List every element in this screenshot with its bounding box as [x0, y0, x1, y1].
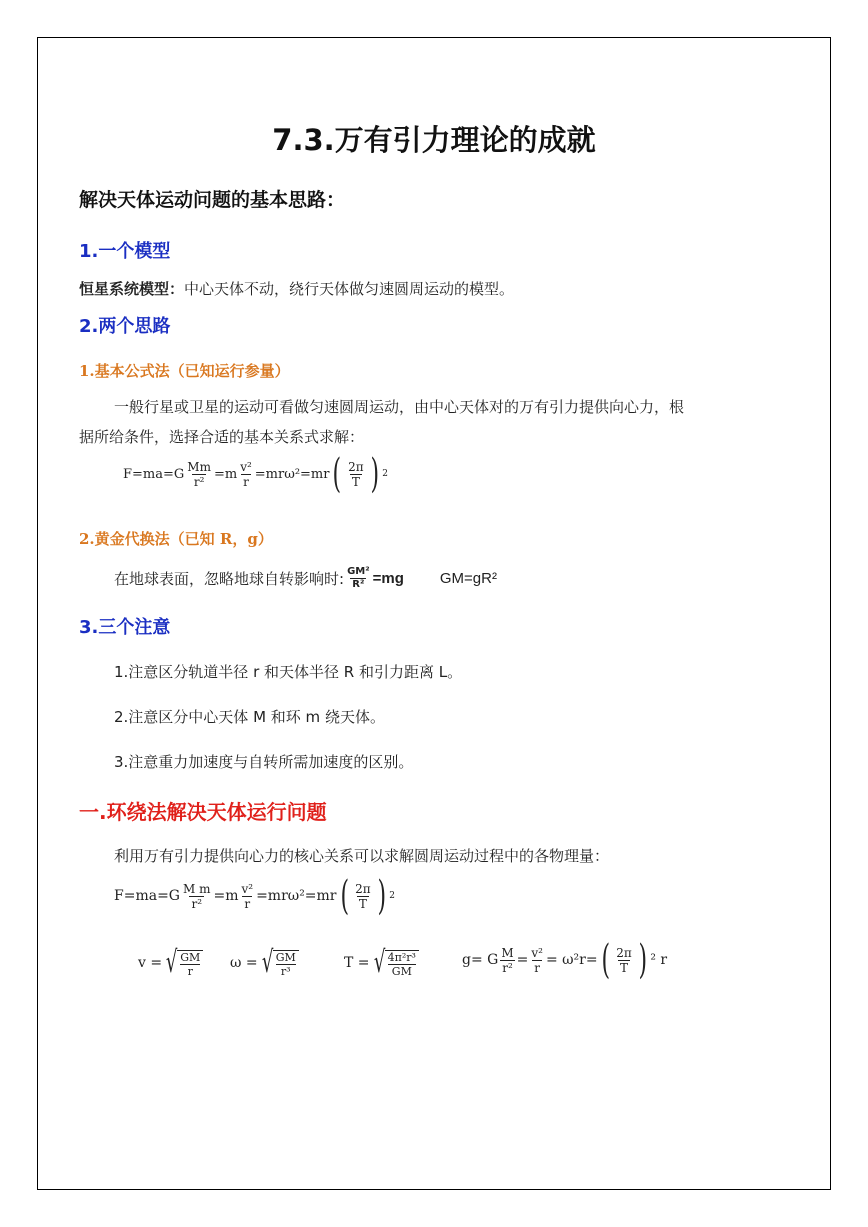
- model-line: [79, 278, 514, 299]
- formula-velocity: [138, 945, 203, 980]
- denominator: R²: [352, 579, 365, 590]
- denominator: T: [351, 474, 360, 489]
- formula-text: T =: [344, 955, 370, 971]
- sqrt: √ $\frac{GM}{r}$: [162, 948, 203, 978]
- heading-two-ideas: 2.两个思路: [79, 316, 171, 337]
- formula-text: g= G: [462, 952, 499, 968]
- denominator: T: [619, 960, 628, 975]
- note-item: 3.注意重力加速度与自转所需加速度的区别。: [114, 753, 414, 771]
- fraction: [185, 460, 213, 489]
- sqrt: √ $\frac{GM}{\text{r³}}$: [258, 948, 299, 978]
- formula-text: =m: [213, 466, 238, 482]
- fraction: [614, 946, 634, 975]
- formula-text: ² r: [650, 952, 668, 968]
- numerator: v²: [240, 459, 252, 474]
- fraction: [499, 946, 515, 975]
- formula-text: = ω²r=: [545, 952, 598, 968]
- numerator: 4π²r³: [387, 951, 416, 964]
- part-one-paragraph: 利用万有引力提供向心力的核心关系可以求解圆周运动过程中的各物理量：: [114, 847, 610, 865]
- model-label: 恒星系统模型：: [79, 280, 185, 298]
- fraction: [529, 946, 545, 975]
- denominator: r: [534, 960, 541, 975]
- formula-core-relation: [114, 873, 395, 919]
- denominator: T: [358, 896, 367, 911]
- formula-text: F=ma=G: [123, 466, 185, 482]
- formula-text: =: [516, 952, 529, 968]
- denominator: r: [243, 474, 249, 489]
- right-paren: ): [370, 451, 379, 497]
- part-one-heading: 一.环绕法解决天体运行问题: [79, 800, 327, 824]
- exponent: 2: [382, 469, 388, 479]
- denominator: r: [180, 964, 200, 978]
- fraction: [239, 882, 255, 911]
- numerator: 2π: [616, 945, 632, 960]
- formula-text: v =: [138, 955, 163, 971]
- heading-three-notes: 3.三个注意: [79, 617, 171, 638]
- numerator: GM: [275, 951, 296, 964]
- note-item: 1.注意区分轨道半径 r 和天体半径 R 和引力距离 L。: [114, 663, 463, 681]
- formula-text: =mrω²=mr: [254, 466, 330, 482]
- formula-text: F=ma=G: [114, 888, 180, 904]
- para1-line1: 一般行星或卫星的运动可看做匀速圆周运动，由中心天体对的万有引力提供向心力，根: [114, 398, 685, 416]
- para2-text: 在地球表面，忽略地球自转影响时:: [114, 570, 345, 588]
- para1-line2: 据所给条件，选择合适的基本关系式求解：: [79, 428, 365, 446]
- formula-basic-relations: [123, 451, 388, 497]
- formula-text: GM=gR²: [439, 570, 497, 587]
- numerator: 2π: [348, 459, 364, 474]
- numerator: 2π: [355, 881, 371, 896]
- fraction: [353, 882, 373, 911]
- subheading-golden-substitution: 2.黄金代换法（已知 R，g）: [79, 530, 273, 548]
- denominator: r²: [191, 896, 202, 911]
- exponent: 2: [389, 891, 395, 901]
- formula-period: [344, 945, 419, 980]
- numerator: GM²: [347, 566, 370, 577]
- right-paren: ): [377, 873, 386, 919]
- denominator: r³: [276, 964, 296, 978]
- denominator: r: [244, 896, 251, 911]
- left-paren: (: [340, 873, 349, 919]
- formula-text: =m: [213, 888, 239, 904]
- numerator: Mm: [187, 459, 211, 474]
- fraction: [345, 566, 372, 591]
- note-item: 2.注意区分中心天体 M 和环 m 绕天体。: [114, 708, 385, 726]
- formula-text: ω =: [230, 955, 258, 971]
- formula-text: =mrω²=mr: [256, 888, 337, 904]
- left-paren: (: [332, 451, 342, 497]
- denominator: GM: [388, 964, 416, 978]
- model-text: 中心天体不动，绕行天体做匀速圆周运动的模型。: [184, 280, 515, 298]
- page-title: 7.3.万有引力理论的成就: [272, 123, 596, 157]
- denominator: r²: [193, 474, 205, 489]
- fraction: [238, 460, 254, 489]
- denominator: r²: [502, 960, 513, 975]
- para2-line: [114, 566, 497, 591]
- fraction: [346, 460, 366, 489]
- left-paren: (: [601, 937, 610, 983]
- numerator: v²: [241, 881, 254, 896]
- numerator: GM: [180, 951, 201, 964]
- formula-text: =mg: [372, 570, 404, 587]
- formula-omega: [230, 945, 299, 980]
- subheading-basic-formula: 1.基本公式法（已知运行参量）: [79, 362, 290, 380]
- fraction: [181, 882, 212, 911]
- sqrt: √ $\frac{\text{4π²r³}}{GM}$: [370, 948, 419, 978]
- numerator: M: [501, 945, 514, 960]
- numerator: v²: [531, 945, 543, 960]
- formula-gravity-accel: [462, 937, 668, 983]
- heading-one-model: 1.一个模型: [79, 241, 171, 262]
- section-main-heading: 解决天体运动问题的基本思路：: [79, 189, 346, 211]
- right-paren: ): [638, 937, 647, 983]
- numerator: M m: [182, 881, 211, 896]
